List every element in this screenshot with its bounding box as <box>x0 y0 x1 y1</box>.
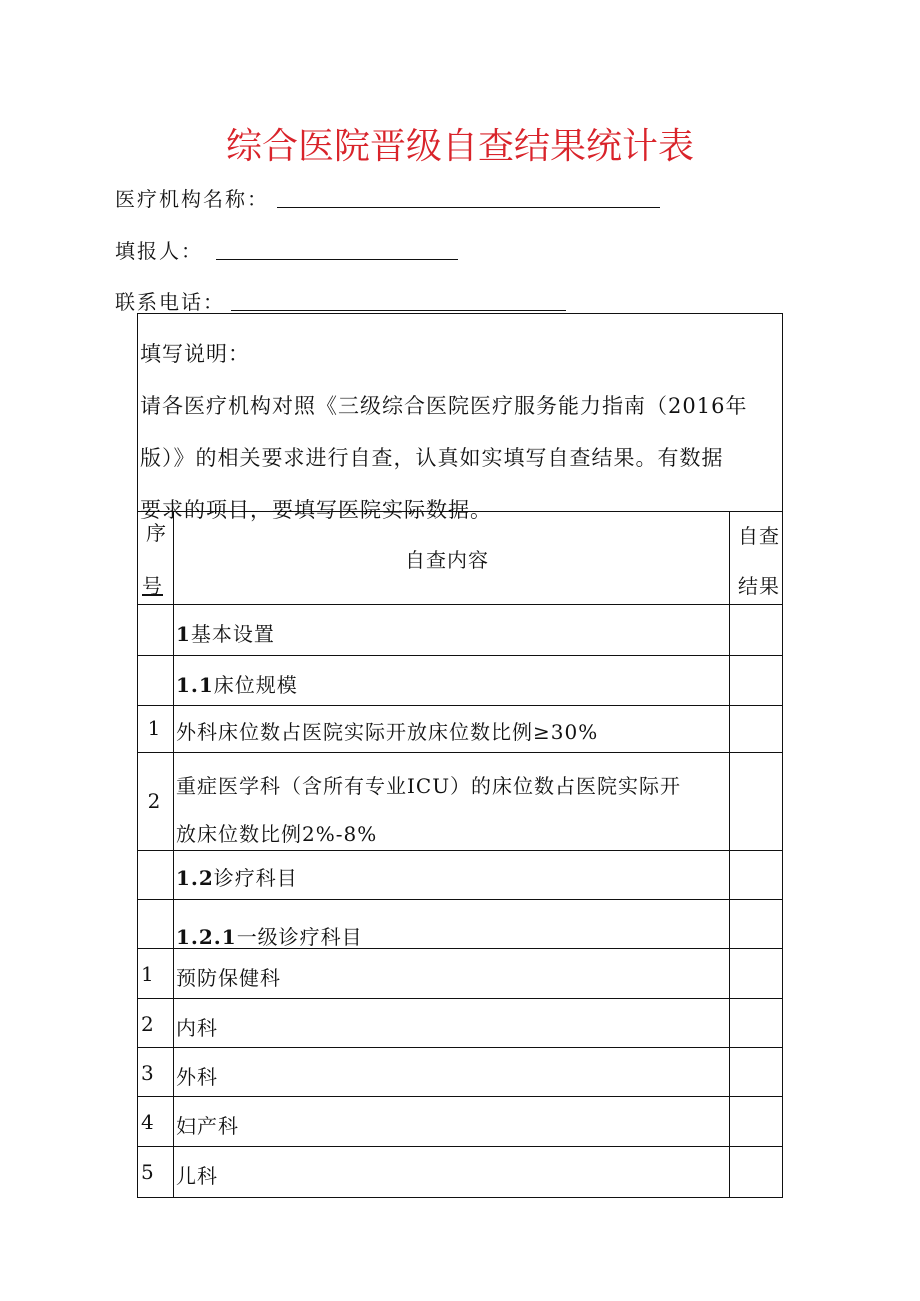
column-divider <box>173 511 174 1198</box>
table-divider <box>137 655 783 656</box>
column-divider <box>729 511 730 1198</box>
table-divider <box>137 1096 783 1097</box>
section-number: 1.1 <box>176 673 214 697</box>
section-title: 一级诊疗科目 <box>236 925 363 949</box>
phone-label: 联系电话： <box>115 290 225 314</box>
section-number: 1 <box>176 622 191 646</box>
table-divider <box>137 1146 783 1147</box>
section-number: 1.2.1 <box>176 925 237 949</box>
row-seq: 2 <box>141 1012 155 1036</box>
table-divider <box>137 899 783 900</box>
row-content: 重症医学科（含所有专业ICU）的床位数占医院实际开 <box>176 774 682 798</box>
row-seq: 1 <box>141 962 155 986</box>
header-seq: 序 <box>146 521 167 545</box>
table-divider <box>137 752 783 753</box>
row-seq: 4 <box>141 1110 155 1134</box>
section-row <box>176 618 275 647</box>
row-content: 妇产科 <box>176 1114 239 1138</box>
section-title: 床位规模 <box>213 673 298 697</box>
instructions <box>140 328 770 536</box>
instructions-line-2: 版）》的相关要求进行自查，认真如实填写自查结果。有数据 <box>140 446 724 470</box>
row-seq: 1 <box>147 716 162 740</box>
reporter-input-line[interactable] <box>216 259 458 260</box>
section-number: 1.2 <box>176 866 214 890</box>
row-seq: 3 <box>141 1061 155 1085</box>
row-content-cont: 放床位数比例2%-8% <box>176 822 378 846</box>
document-title: 综合医院晋级自查结果统计表 <box>225 126 694 167</box>
section-row <box>176 921 363 950</box>
reporter-label: 填报人： <box>115 239 203 263</box>
table-divider <box>137 511 783 512</box>
row-content: 外科 <box>176 1065 218 1089</box>
row-seq: 5 <box>141 1160 155 1184</box>
institution-input-line[interactable] <box>277 207 660 208</box>
instructions-line-3: 要求的项目，要填写医院实际数据。 <box>140 498 492 522</box>
table-divider <box>137 850 783 851</box>
institution-label: 医疗机构名称： <box>115 187 269 211</box>
row-content: 内科 <box>176 1016 218 1040</box>
header-result: 自查 <box>738 524 780 548</box>
section-title: 基本设置 <box>190 622 275 646</box>
table-divider <box>137 604 783 605</box>
phone-field <box>115 286 225 315</box>
header-content: 自查内容 <box>405 548 489 572</box>
phone-input-line[interactable] <box>231 310 566 311</box>
header-result-2: 结果 <box>738 574 780 598</box>
table-divider <box>137 705 783 706</box>
row-seq: 2 <box>147 789 162 813</box>
institution-field <box>115 183 269 212</box>
row-content: 预防保健科 <box>176 966 281 990</box>
table-divider <box>137 1047 783 1048</box>
section-row <box>176 669 298 698</box>
row-content: 儿科 <box>176 1164 218 1188</box>
section-title: 诊疗科目 <box>213 866 298 890</box>
table-divider <box>137 998 783 999</box>
reporter-field <box>115 235 203 264</box>
row-content: 外科床位数占医院实际开放床位数比例≥30% <box>176 720 599 744</box>
header-seq-2: 号 <box>142 574 163 598</box>
instructions-heading: 填写说明： <box>140 342 250 366</box>
instructions-line-1: 请各医疗机构对照《三级综合医院医疗服务能力指南（2016年 <box>140 394 748 418</box>
section-row <box>176 862 298 891</box>
